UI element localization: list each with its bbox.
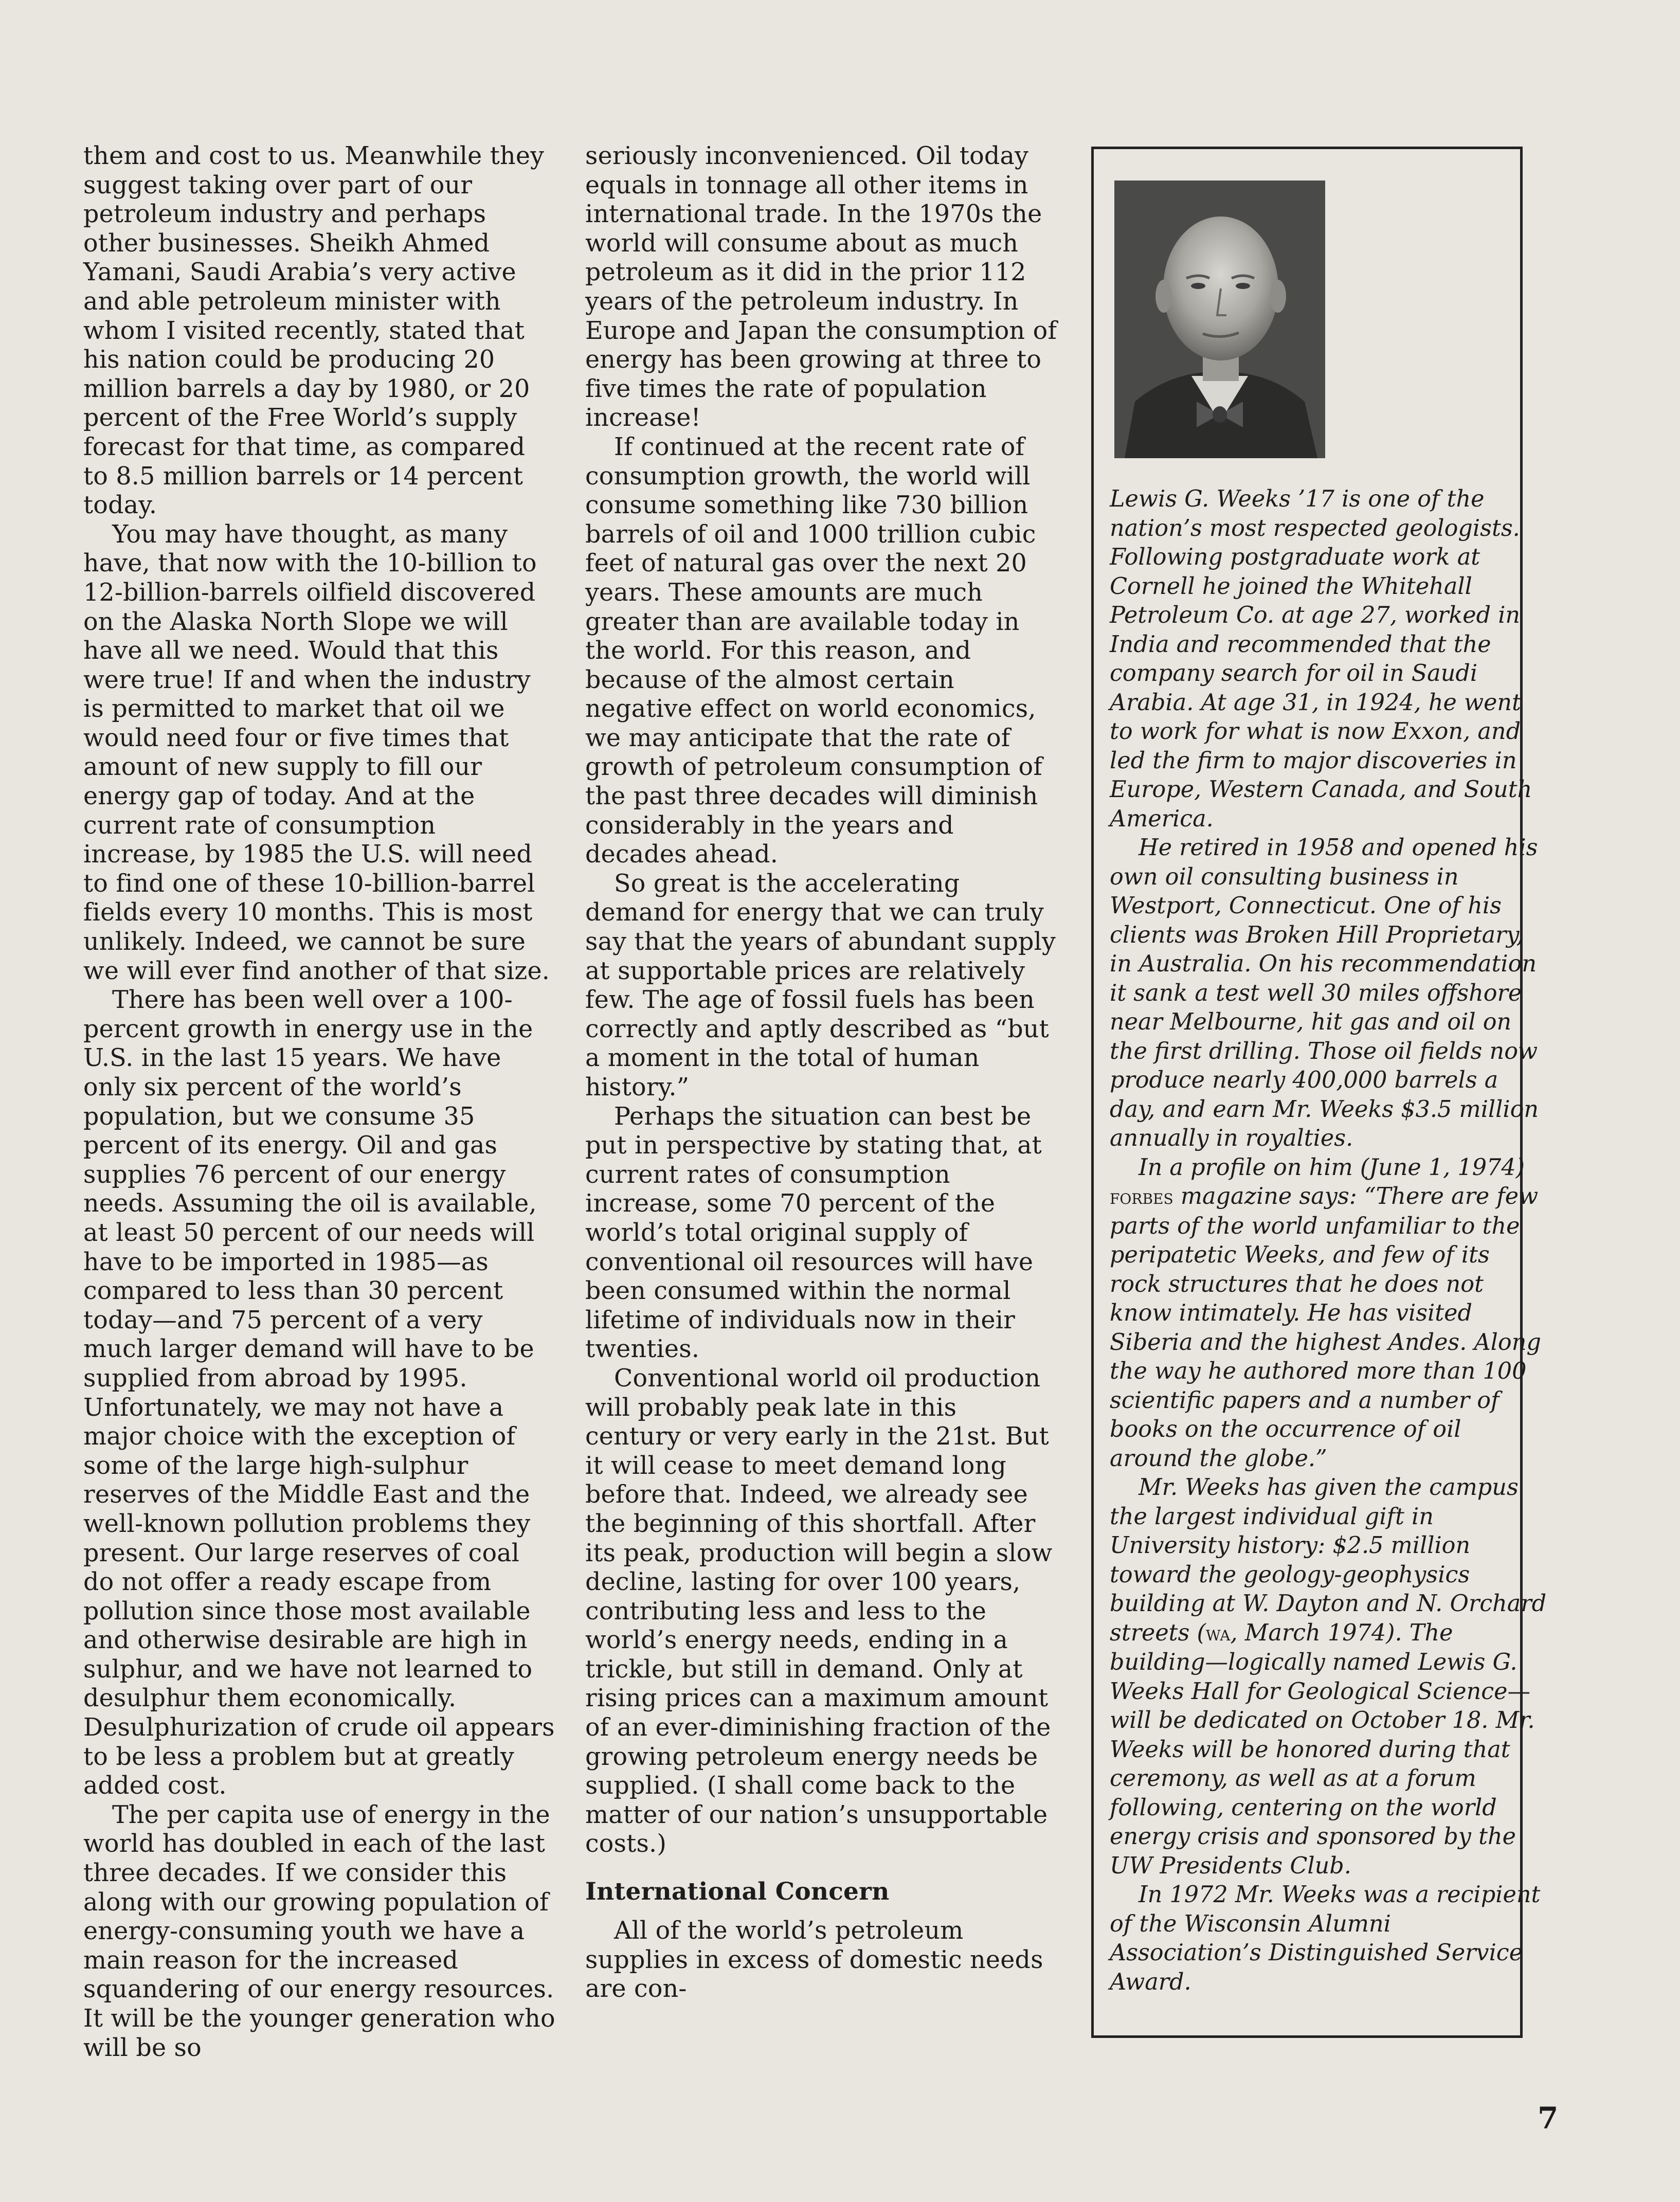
paragraph: Perhaps the situation can best be put in perspective by stating that, at current rates of consumption increase, some 70 percent of the world’s total original supply of conventional oil resources will have been consumed within the normal lifetime of individuals now in their twenties. (585, 1102, 1042, 1364)
paragraph: them and cost to us. Meanwhile they suggest taking over part of our petroleum industry and perhaps other businesses. Sheikh Ahmed Yamani, Saudi Arabia’s very active and able petroleum minister with whom I visited recently, stated that his nation could be producing 20 million barrels a day by 1980, or 20 percent of the Free World’s supply forecast for that time, as compared to 8.5 million barrels or 14 percent today. (83, 142, 545, 520)
magazine-name: forbes (1110, 1185, 1173, 1209)
article-column-1 (83, 142, 556, 2063)
profile-sidebar-text (1110, 485, 1548, 1997)
paragraph: If continued at the recent rate of consumption growth, the world will consume something like 730 billion barrels of oil and 1000 trillion cubic feet of natural gas over the next 20 years. These amounts are much greater than are available today in the world. For this reason, and because of the almost certain negative effect on world economics, we may anticipate that the rate of growth of petroleum consumption of the past three decades will diminish considerably in the years and decades ahead. (585, 432, 1043, 869)
section-heading: International Concern (585, 1878, 890, 1906)
paragraph: Conventional world oil production will probably peak late in this century or very early in the 21st. But it will cease to meet demand long before that. Indeed, we already see the beginning of this shortfall. After its peak, production will begin a slow decline, lasting for over 100 years, contributing less and less to the world’s energy needs, ending in a trickle, but still in demand. Only at rising prices can a maximum amount of an ever-diminishing fraction of the growing petroleum energy needs be supplied. (I shall come back to the matter of our nation’s unsupportable costs.) (585, 1364, 1053, 1858)
page-number: 7 (1538, 2101, 1559, 2136)
sidebar-paragraph: In 1972 Mr. Weeks was a recipient of the Wisconsin Alumni Association’s Distinguished Service Award. (1110, 1882, 1541, 1995)
sidebar-text-span: , March 1974). The building—logically named Lewis G. Weeks Hall for Geological Science—will be dedicated on October 18. Mr. Weeks will be honored during that ceremony, as well as at a forum following, centering on the world energy crisis and sponsored by the UW Presidents Club. (1110, 1619, 1535, 1879)
paragraph: The per capita use of energy in the world has doubled in each of the last three decades. If we consider this along with our growing population of energy-consuming youth we have a main reason for the increased squandering of our energy resources. It will be the younger generation who will be so (83, 1800, 555, 2062)
paragraph: All of the world’s petroleum supplies in excess of domestic needs are con- (585, 1917, 1043, 2004)
sidebar-text-span: Mr. Weeks has given the campus the largest individual gift in University history: $2.5 million toward the geology-geophysics building at W. Dayton and N. Orchard streets ( (1110, 1474, 1547, 1646)
sidebar-paragraph: Lewis G. Weeks ’17 is one of the nation’s most respected geologists. Following postgraduate work at Cornell he joined the Whitehall Petroleum Co. at age 27, worked in India and recommended that the company search for oil in Saudi Arabia. At age 31, in 1924, he went to work for what is now Exxon, and led the firm to major discoveries in Europe, Western Canada, and South America. (1110, 486, 1532, 832)
portrait-illustration (1114, 181, 1325, 458)
article-column-2 (585, 142, 1058, 2004)
sidebar-text-span: magazine says: “There are few parts of the world unfamiliar to the peripatetic Weeks, and few of its rock structures that he does not know intimately. He has visited Siberia and the highest Andes. Along the way he authored more than 100 scientific papers and a number of books on the occurrence of oil around the globe.” (1110, 1183, 1541, 1472)
paragraph: There has been well over a 100-percent growth in energy use in the U.S. in the last 15 years. We have only six percent of the world’s population, but we consume 35 percent of its energy. Oil and gas supplies 76 percent of our energy needs. Assuming the oil is available, at least 50 percent of our needs will have to be imported in 1985—as compared to less than 30 percent today—and 75 percent of a very much larger demand will have to be supplied from abroad by 1995. Unfortunately, we may not have a major choice with the exception of some of the large high-sulphur reserves of the Middle East and the well-known pollution problems they present. Our large reserves of coal do not offer a ready escape from pollution since those most available and otherwise desirable are high in sulphur, and we have not learned to desulphur them economically. Desulphurization of crude oil appears to be less a problem but at greatly added cost. (83, 986, 555, 1800)
sidebar-paragraph: He retired in 1958 and opened his own oil consulting business in Westport, Connecticut. One of his clients was Broken Hill Proprietary, in Australia. On his recommendation it sank a test well 30 miles offshore near Melbourne, hit gas and oil on the first drilling. Those oil fields now produce nearly 400,000 barrels a day, and earn Mr. Weeks $3.5 million annually in royalties. (1110, 835, 1539, 1151)
publication-abbrev: wa (1205, 1621, 1231, 1646)
paragraph: So great is the accelerating demand for energy that we can truly say that the years of abundant supply at supportable prices are relatively few. The age of fossil fuels has been correctly and aptly described as “but a moment in the total of human history.” (585, 869, 1056, 1102)
paragraph: You may have thought, as many have, that now with the 10-billion to 12-billion-barrels oilfield discovered on the Alaska North Slope we will have all we need. Would that this were true! If and when the industry is permitted to market that oil we would need four or five times that amount of new supply to fill our energy gap of today. And at the current rate of consumption increase, by 1985 the U.S. will need to find one of these 10-billion-barrel fields every 10 months. This is most unlikely. Indeed, we cannot be sure we will ever find another of that size. (83, 520, 550, 985)
sidebar-text-span: In a profile on him (June 1, 1974) (1139, 1154, 1525, 1181)
portrait-photo (1114, 181, 1325, 458)
sidebar-paragraph (1110, 1153, 1548, 1474)
sidebar-paragraph (1110, 1473, 1548, 1881)
paragraph: seriously inconvenienced. Oil today equals in tonnage all other items in international trade. In the 1970s the world will consume about as much petroleum as it did in the prior 112 years of the petroleum industry. In Europe and Japan the consumption of energy has been growing at three to five times the rate of population increase! (585, 142, 1057, 432)
